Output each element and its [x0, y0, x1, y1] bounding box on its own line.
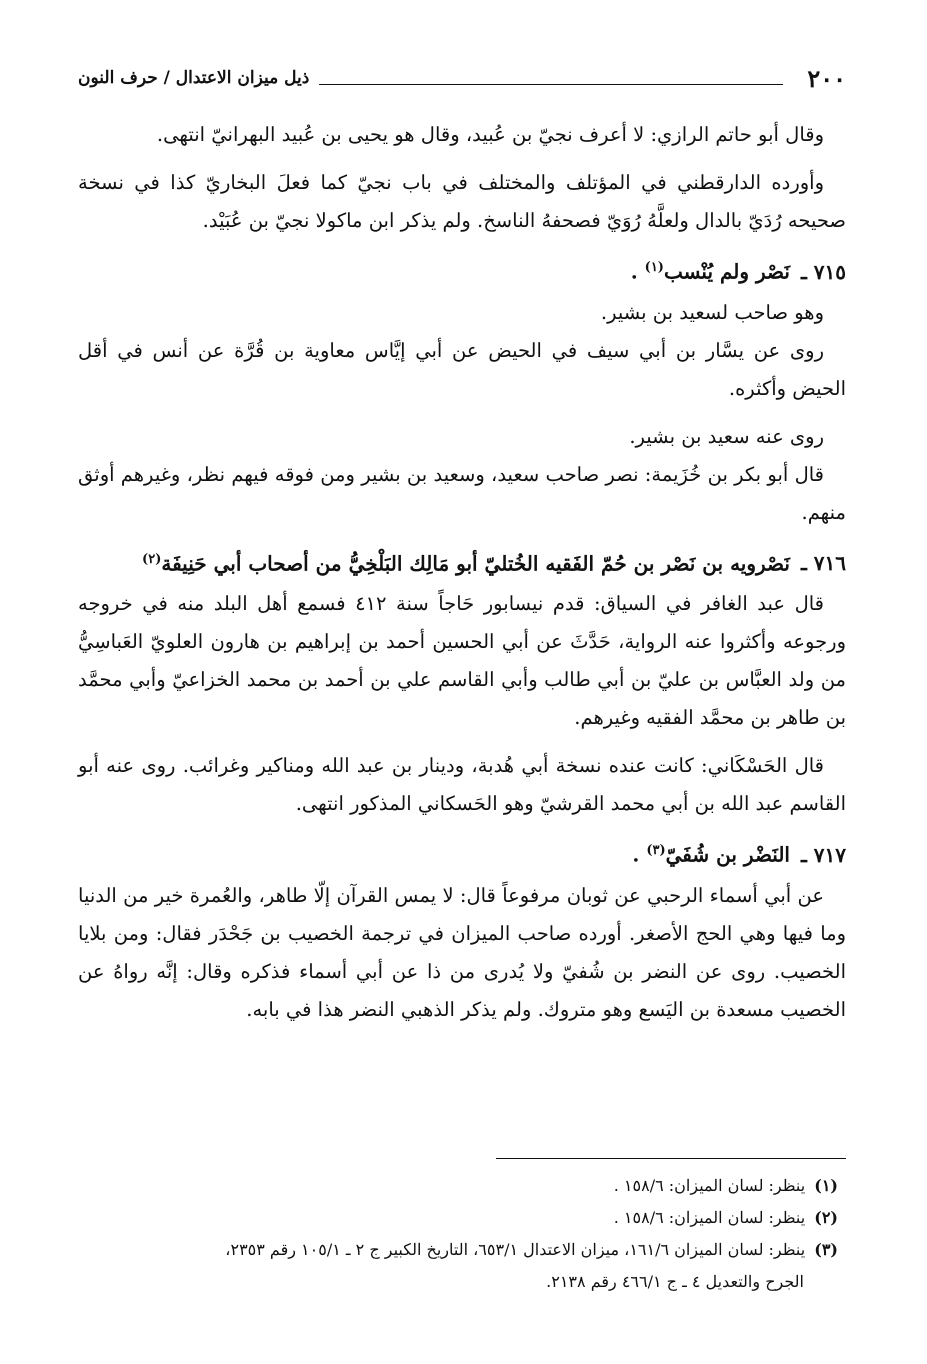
paragraph: وقال أبو حاتم الرازي: لا أعرف نجيّ بن عُبيد، وقال هو يحيى بن عُبيد البهرانيّ انتهى.	[156, 123, 824, 146]
footnote-ref: (٣)	[646, 843, 666, 859]
header-rule	[319, 84, 783, 85]
entry-number: ٧١٦ ـ	[800, 551, 846, 576]
entry-heading-716	[78, 542, 846, 582]
footnotes	[78, 1170, 846, 1298]
footnote-ref: (١)	[644, 260, 664, 275]
footnote-number: (١)	[814, 1176, 838, 1195]
page-number: ٢٠٠	[807, 63, 846, 93]
footnote-text: ينظر: لسان الميزان: ١٥٨/٦ .	[613, 1176, 806, 1195]
entry-end: .	[632, 842, 640, 867]
paragraph: قال أبو بكر بن خُزَيمة: نصر صاحب سعيد، وسعيد بن بشير ومن فوقه فيهم نظر، وغيرهم أوثق منهم.	[78, 462, 846, 524]
footnote-ref: (٢)	[142, 551, 162, 567]
footnote-continuation: الجرح والتعديل ٤ ـ ج ٤٦٦/١ رقم ٢١٣٨.	[546, 1272, 804, 1291]
entry-name: نَصْر ولم يُنْسب	[663, 259, 790, 284]
footnote-rule	[496, 1158, 846, 1159]
entry-name: النَضْر بن شُفَيّ	[665, 842, 790, 867]
entry-end: .	[630, 259, 638, 284]
entry-heading-715	[78, 250, 846, 290]
running-head: ذيل ميزان الاعتدال / حرف النون	[78, 68, 310, 88]
paragraph: وهو صاحب لسعيد بن بشير.	[600, 300, 824, 324]
footnote	[78, 1202, 846, 1234]
body-text	[78, 116, 846, 1029]
paragraph: قال الحَسْكَاني: كانت عنده نسخة أبي هُدبة، ودينار بن عبد الله ومناكير وغرائب. روى عنه أبو القاسم عبد الله بن أبي محمد القرشيّ وهو الحَسكاني المذكور انتهى.	[78, 754, 846, 816]
footnote	[78, 1170, 846, 1202]
footnote-text: ينظر: لسان الميزان ١٦١/٦، ميزان الاعتدال ٦٥٣/١، التاريخ الكبير ج ٢ ـ ١٠٥/١ رقم ٢٣٥٣،	[225, 1240, 806, 1259]
paragraph: عن أبي أسماء الرحبي عن ثوبان مرفوعاً قال: لا يمس القرآن إلّا طاهر، والعُمرة خير من الدنيا وما فيها وهي الحج الأصغر. أورده صاحب الميزان في ترجمة الخصيب بن جَحْدَر فقال: ومن بلايا الخصيب. روى عن النضر بن شُفيّ ولا يُدرى من ذا عن أبي أسماء فذكره وقال: إنَّه رواهُ عن الخصيب مسعدة بن اليَسع وهو متروك. ولم يذكر الذهبي النضر هذا في بابه.	[78, 883, 846, 1021]
paragraph: روى عن يسَّار بن أبي سيف في الحيض عن أبي إيَّاس معاوية بن قُرَّة عن أنس في أقل الحيض وأكثره.	[78, 338, 846, 400]
entry-number: ٧١٥ ـ	[800, 259, 846, 284]
entry-heading-717	[78, 833, 846, 873]
paragraph: روى عنه سعيد بن بشير.	[629, 424, 824, 448]
footnote-text: ينظر: لسان الميزان: ١٥٨/٦ .	[613, 1208, 806, 1227]
paragraph: قال عبد الغافر في السياق: قدم نيسابور حَاجاً سنة ٤١٢ فسمع أهل البلد منه في خروجه ورجوعه وأكثروا عنه الرواية، حَدَّثَ عن أبي الحسين أحمد بن إبراهيم بن هارون العلويّ العَباسِيُّ من ولد العبَّاس بن عليّ بن أبي طالب وأبي القاسم علي بن أحمد بن محمد الخزاعيّ وأبي محمَّد بن طاهر بن محمَّد الفقيه وغيرهم.	[78, 592, 846, 730]
footnote-number: (٢)	[814, 1208, 838, 1227]
footnote-number: (٣)	[814, 1240, 838, 1259]
entry-name: نَصْرويه بن نَصْر بن حُمّ الفَقيه الخُتليّ أبو مَالِك البَلْخِيُّ من أصحاب أبي حَنِيفَة	[161, 551, 790, 576]
book-page	[78, 58, 846, 1328]
entry-number: ٧١٧ ـ	[800, 842, 846, 867]
page-header	[78, 58, 846, 98]
footnote	[78, 1234, 846, 1298]
paragraph: وأورده الدارقطني في المؤتلف والمختلف في باب نجيّ كما فعلَ البخاريّ كذا في نسخة صحيحه رُدَيّ بالدال ولعلَّهُ رُوَيّ فصحفهُ الناسخ. ولم يذكر ابن ماكولا نجيّ بن عُبَيْد.	[78, 171, 846, 232]
